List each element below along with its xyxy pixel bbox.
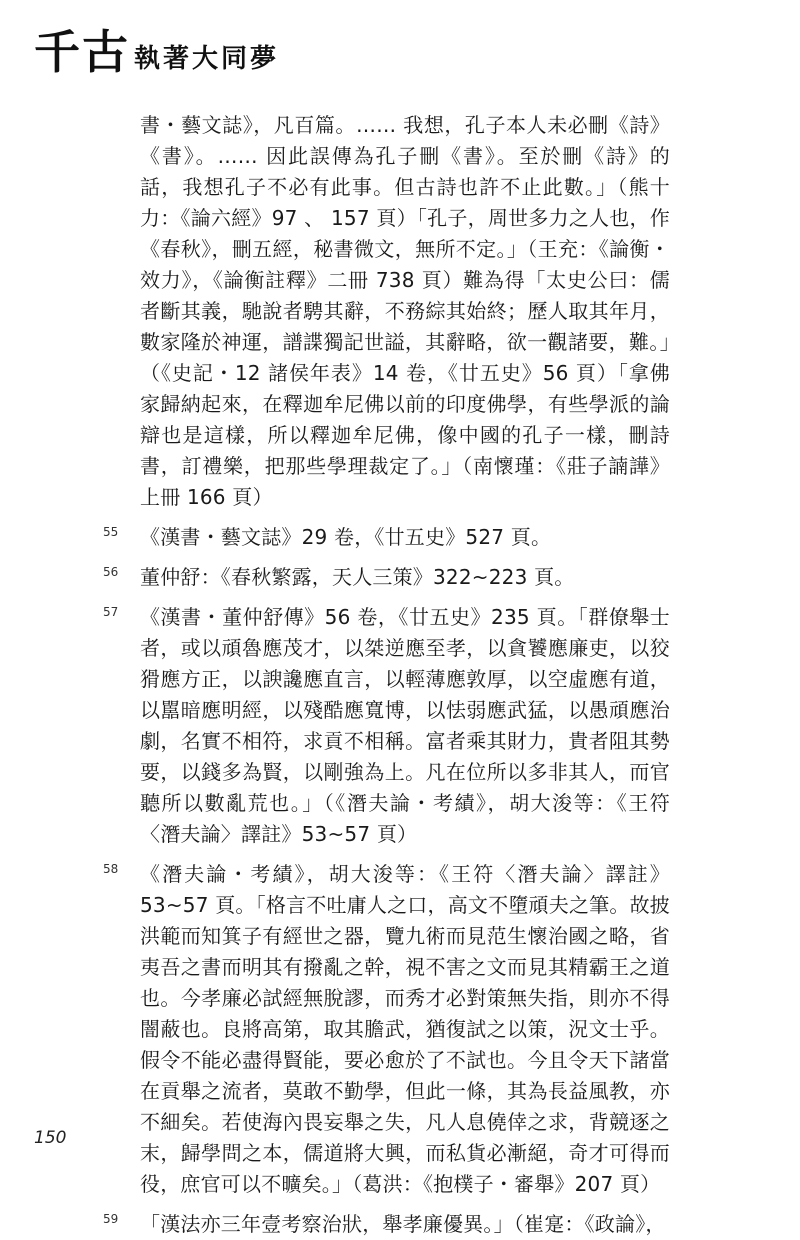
- footnote-number: 59: [103, 1212, 119, 1226]
- footnote-text: 《潛夫論・考績》，胡大浚等：《王符〈潛夫論〉譯註》53~57 頁。「格言不吐庸人之口，高文不墮頑夫之筆。故披洪範而知箕子有經世之器，覽九術而見范生懷治國之略，省夷吾之書而明其有撥亂之幹，視不害之文而見其精霸王之道也。今孝廉必試經無脫謬，而秀才必對策無失指，則亦不得闇蔽也。良將高第，取其膽武，猶復試之以策，況文士乎。假令不能必盡得賢能，要必愈於了不試也。今且令天下諸當在貢舉之流者，莫敢不勤學，但此一條，其為長益風教，亦不細矣。若使海內畏妄舉之失，凡人息僥倖之求，背競逐之末，歸學問之本，儒道將大興，而私貨必漸絕，奇才可得而役，庶官可以不曠矣。」（葛洪：《抱樸子・審舉》207 頁）: [140, 862, 670, 1196]
- running-header: [34, 24, 279, 80]
- footnote-number: 57: [103, 605, 119, 619]
- continued-footnote: 書・藝文誌》，凡百篇。…… 我想，孔子本人未必刪《詩》《書》。…… 因此誤傳為孔子刪《書》。至於刪《詩》的話，我想孔子不必有此事。但古詩也許不止此數。」（熊十力：《論六經》97 、 157 頁）「孔子，周世多力之人也，作《春秋》，刪五經，秘書微文，無所不定。」（王充：《論衡・效力》，《論衡註釋》二冊 738 頁）難為得「太史公曰：儒者斷其義，馳說者騁其辭，不務綜其始終；歷人取其年月，數家隆於神運，譜諜獨記世謚，其辭略，欲一觀諸要，難。」（《史記・12 諸侯年表》14 卷，《廿五史》56 頁）「拿佛家歸納起來，在釋迦牟尼佛以前的印度佛學，有些學派的論辯也是這樣，所以釋迦牟尼佛，像中國的孔子一樣，刪詩書，訂禮樂，把那些學理裁定了。」（南懷瑾：《莊子諵譁》上冊 166 頁）: [140, 113, 670, 509]
- footnote-area: [103, 110, 670, 1240]
- footnote-text: 《漢書・董仲舒傳》56 卷，《廿五史》235 頁。「群僚舉士者，或以頑魯應茂才，以桀逆應至孝，以貪饕應廉吏，以狡猾應方正，以諛讒應直言，以輕薄應敦厚，以空虛應有道，以嚚暗應明經，以殘酷應寬博，以怯弱應武猛，以愚頑應治劇，名實不相符，求貢不相稱。富者乘其財力，貴者阻其勢要，以錢多為賢，以剛強為上。凡在位所以多非其人，而官聽所以數亂荒也。」（《潛夫論・考績》，胡大浚等：《王符〈潛夫論〉譯註》53~57 頁）: [140, 605, 670, 846]
- footnote-59: [103, 1209, 670, 1240]
- footnote-number: 55: [103, 525, 119, 539]
- footnote-text: 「漢法亦三年壹考察治狀，舉孝廉優異。」（崔寔：《政論》，: [140, 1212, 666, 1236]
- footnote-55: [103, 522, 670, 553]
- page-number: 150: [34, 1128, 67, 1148]
- header-title: 千古: [34, 25, 130, 79]
- footnote-57: [103, 602, 670, 850]
- footnote-56: [103, 562, 670, 593]
- footnote-number: 58: [103, 862, 119, 876]
- header-subtitle: 執著大同夢: [134, 44, 280, 74]
- footnote-58: [103, 859, 670, 1200]
- footnote-text: 《漢書・藝文誌》29 卷，《廿五史》527 頁。: [140, 525, 552, 549]
- footnote-text: 董仲舒：《春秋繁露，天人三策》322~223 頁。: [140, 565, 575, 589]
- footnote-number: 56: [103, 565, 119, 579]
